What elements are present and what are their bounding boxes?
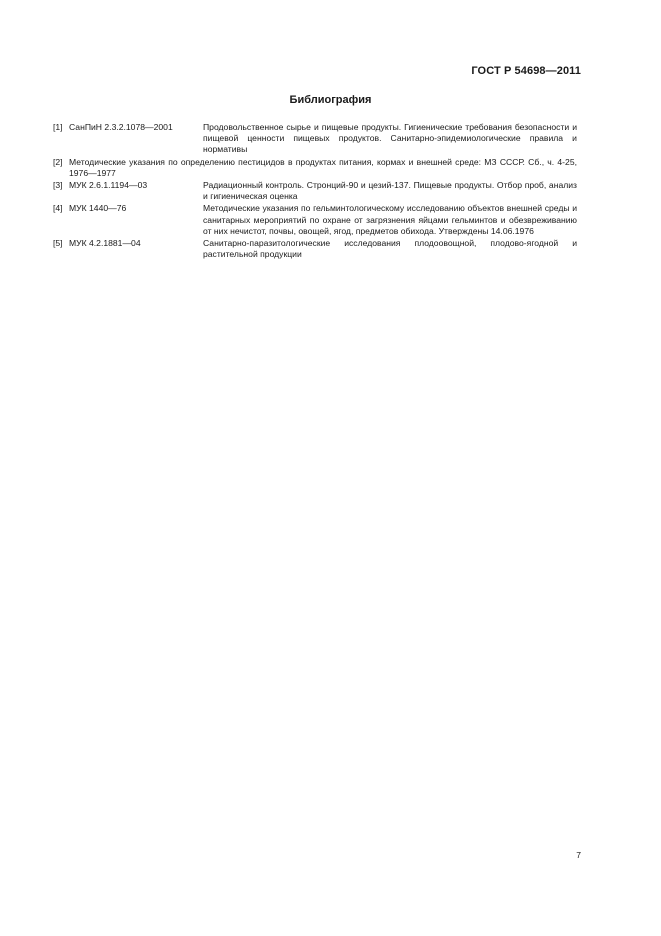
entry-reference: СанПиН 2.3.2.1078—2001 — [69, 122, 173, 132]
entry-description: Радиационный контроль. Стронций-90 и цезий-137. Пищевые продукты. Отбор проб, анализ и гигиеническая оценка — [203, 180, 577, 202]
entry-description: Методические указания по гельминтологическому исследованию объектов внешней среды и санитарных мероприятий по охране от загрязнения яйцами гельминтов и обезвреживанию от них нечистот, почвы, овощей, ягод, предметов обихода. Утверждены 14.06.1976 — [203, 203, 577, 236]
entry-description: Санитарно-паразитологические исследования плодоовощной, плодово-ягодной и растительной продукции — [203, 238, 577, 260]
entry-reference: МУК 1440—76 — [69, 203, 127, 214]
entry-number: [3] — [53, 180, 63, 191]
bibliography-list — [53, 122, 577, 261]
entry-description: Продовольственное сырье и пищевые продукты. Гигиенические требования безопасности и пищевой ценности пищевых продуктов. Санитарно-эпидемиологические правила и нормативы — [203, 122, 577, 155]
entry-reference: МУК 2.6.1.1194—03 — [69, 180, 148, 191]
entry-number: [4] — [53, 203, 63, 214]
bibliography-entry — [53, 157, 577, 179]
bibliography-entry — [53, 203, 577, 237]
entry-number: [5] — [53, 238, 63, 249]
bibliography-title: Библиография — [289, 94, 372, 106]
entry-number: [2] — [53, 156, 63, 167]
entry-reference: МУК 4.2.1881—04 — [69, 238, 141, 249]
entry-description: Методические указания по определению пестицидов в продуктах питания, кормах и внешней среде: МЗ СССР. Сб., ч. 4-25, 1976—1977 — [69, 156, 577, 178]
entry-number: [1] — [53, 122, 63, 132]
bibliography-entry — [53, 122, 577, 156]
bibliography-entry — [53, 180, 577, 202]
page-number: 7 — [576, 850, 581, 860]
document-code: ГОСТ Р 54698—2011 — [471, 65, 581, 77]
bibliography-entry — [53, 238, 577, 260]
